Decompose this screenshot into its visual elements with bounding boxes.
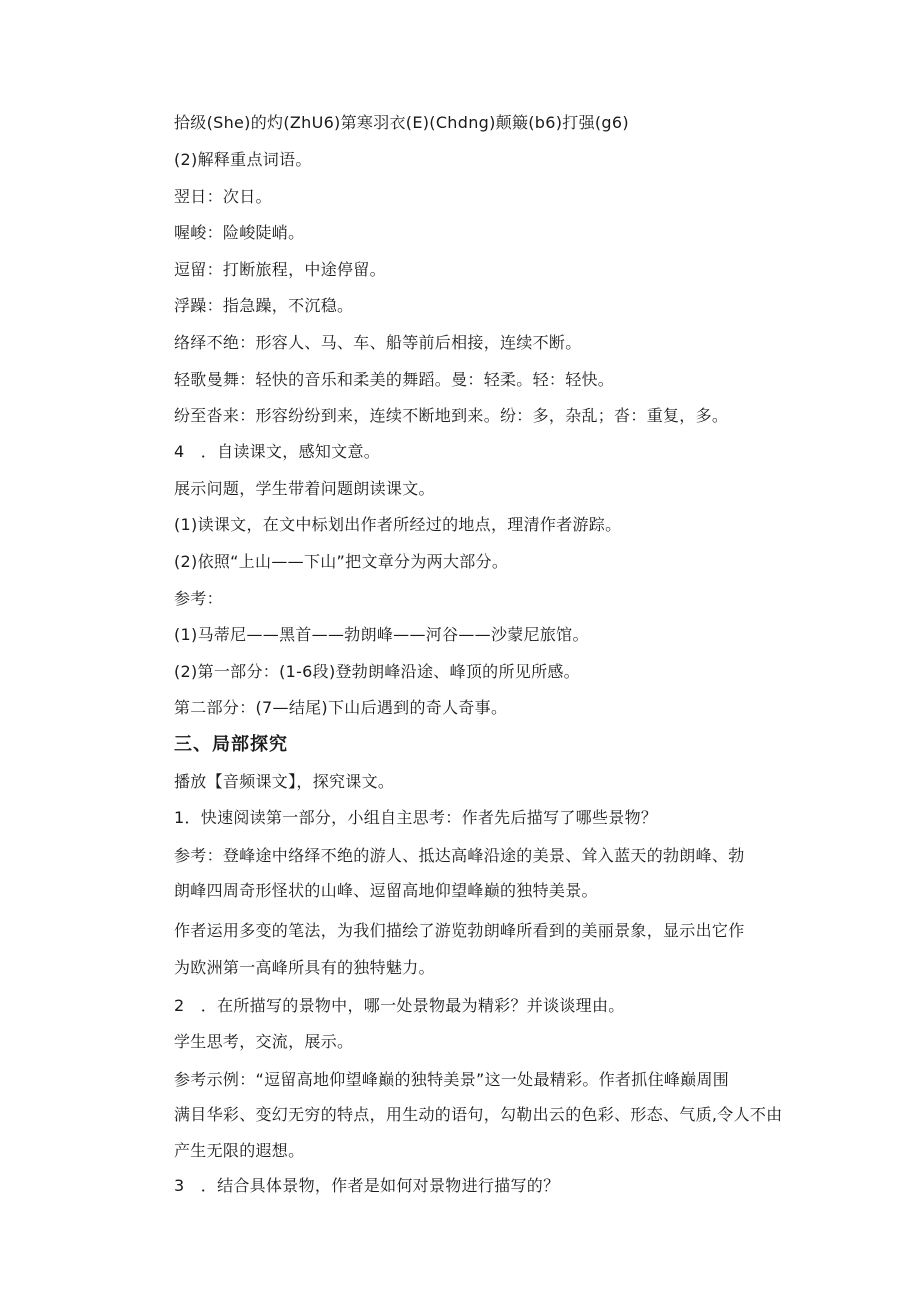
paragraph-line: 为欧洲第一高峰所具有的独特魅力。: [174, 958, 435, 977]
text-line: (2)第一部分：(1-6段)登勃朗峰沿途、峰顶的所见所感。: [174, 662, 580, 681]
text-line: 翌日：次日。: [174, 187, 272, 206]
text-line: 参考：: [174, 589, 223, 608]
section-heading: 三、局部探究: [174, 734, 288, 755]
text-line: 学生思考，交流，展示。: [174, 1032, 354, 1051]
paragraph-line: 产生无限的遐想。: [174, 1141, 305, 1160]
question-line: 3 ．结合具体景物，作者是如何对景物进行描写的？: [174, 1176, 560, 1195]
paragraph-line: 作者运用多变的笔法，为我们描绘了游览勃朗峰所看到的美丽景象，显示出它作: [174, 921, 745, 940]
text-line: 浮躁：指急躁，不沉稳。: [174, 296, 354, 315]
text-line: 拾级(She)的灼(ZhU6)第寒羽衣(E)(Chdng)颠簸(b6)打强(g6): [174, 113, 629, 132]
text-line: (1)马蒂尼——黑首——勃朗峰——河谷——沙蒙尼旅馆。: [174, 625, 589, 644]
text-line: (2)依照“上山——下山”把文章分为两大部分。: [174, 552, 509, 571]
text-line: 1．快速阅读第一部分，小组自主思考：作者先后描写了哪些景物？: [174, 808, 658, 827]
paragraph-line: 参考：登峰途中络绎不绝的游人、抵达高峰沿途的美景、耸入蓝天的勃朗峰、勃: [174, 846, 745, 865]
text-line: 展示问题，学生带着问题朗读课文。: [174, 479, 435, 498]
paragraph-line: 朗峰四周奇形怪状的山峰、逗留高地仰望峰巅的独特美景。: [174, 881, 598, 900]
text-line: (1)读课文，在文中标划出作者所经过的地点，理清作者游踪。: [174, 515, 622, 534]
paragraph-line: 满目华彩、变幻无穷的特点，用生动的语句，勾勒出云的色彩、形态、气质,令人不由: [174, 1105, 783, 1124]
text-line: 喔峻：险峻陡峭。: [174, 223, 305, 242]
paragraph-line: 参考示例：“逗留高地仰望峰巅的独特美景”这一处最精彩。作者抓住峰巅周围: [174, 1070, 730, 1089]
text-line: 络绎不绝：形容人、马、车、船等前后相接，连续不断。: [174, 333, 582, 352]
question-line: 2 ．在所描写的景物中，哪一处景物最为精彩？并谈谈理由。: [174, 996, 625, 1015]
text-line: (2)解释重点词语。: [174, 150, 312, 169]
text-line: 4 ．自读课文，感知文意。: [174, 442, 381, 461]
text-line: 第二部分：(7—结尾)下山后遇到的奇人奇事。: [174, 698, 508, 717]
text-line: 轻歌曼舞：轻快的音乐和柔美的舞蹈。曼：轻柔。轻：轻快。: [174, 370, 615, 389]
text-line: 播放【音频课文】，探究课文。: [174, 772, 395, 791]
text-line: 纷至沓来：形容纷纷到来，连续不断地到来。纷：多，杂乱；沓：重复，多。: [174, 406, 729, 425]
text-line: 逗留：打断旅程，中途停留。: [174, 260, 386, 279]
